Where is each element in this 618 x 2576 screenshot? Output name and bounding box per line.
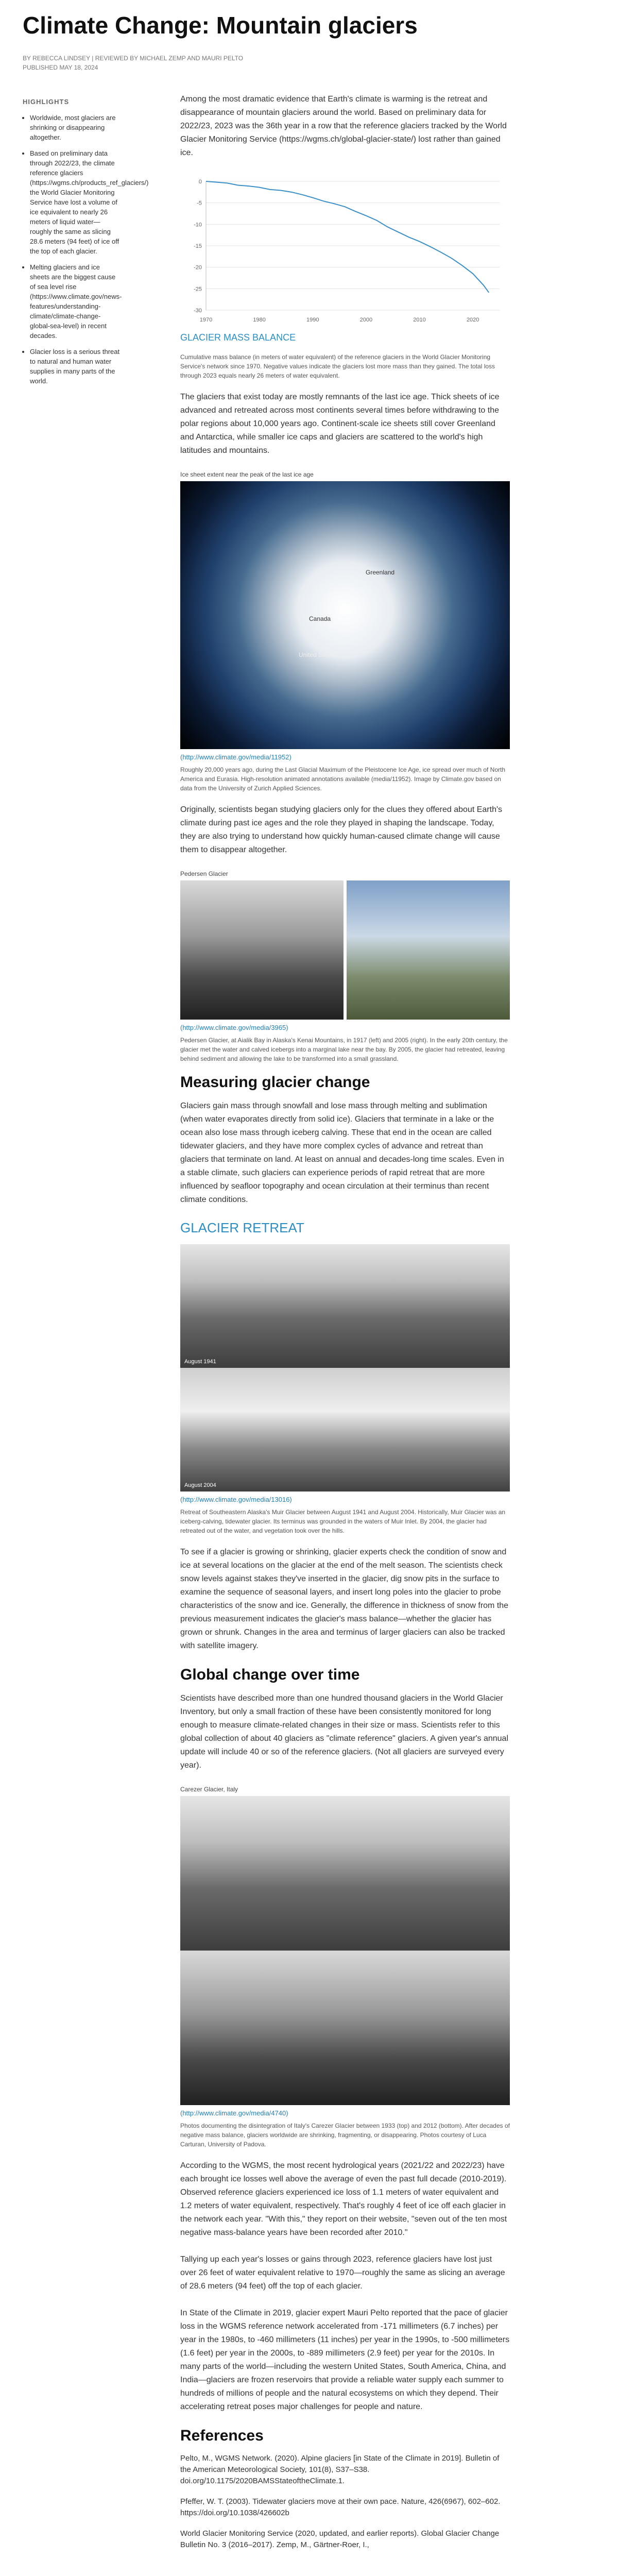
heading-global-change: Global change over time [180, 1666, 360, 1683]
x-tick-label: 1970 [199, 317, 213, 323]
y-tick-label: -5 [197, 200, 202, 207]
globe-caption: Roughly 20,000 years ago, during the Last Glacial Maximum of the Pleistocene Ice Age, ice spread over much of North America and Eurasia. High-resolution animated annotations available (media/11952). Image by Climate.gov based on data from the University of Zurich Applied Sciences. [180, 766, 506, 792]
pedersen-1917-image [180, 880, 344, 1020]
carezza-2012-image [180, 1951, 510, 2105]
x-tick-label: 1980 [253, 317, 266, 323]
heading-measuring: Measuring glacier change [180, 1074, 370, 1091]
paragraph-ice-age: The glaciers that exist today are mostly remnants of the last ice age. Thick sheets of ice advanced and retreated across most continents several times before withdrawing to the polar regions about 10,000 years ago. Continent-scale ice sheets still cover Greenland and Antarctica, while smaller ice caps and glaciers are scattered to the world's high latitudes and mountains. [180, 393, 500, 455]
references-list [180, 2453, 510, 2551]
x-tick-label: 1990 [306, 317, 319, 323]
highlight-item: • Based on preliminary data through 2022/23, the climate reference glaciers (https://wgms.ch/products_ref_glaciers/) the World Glacier Monitoring Service have lost a volume of ice equivalent to nearly 26 meters of liquid water—roughly the same as slicing 28.6 meters (94 feet) of ice off the top of each glacier. [30, 148, 121, 256]
series-line [206, 181, 489, 293]
y-tick-label: -20 [194, 264, 202, 271]
globe-title: Ice sheet extent near the peak of the last ice age [180, 471, 314, 478]
carezza-1933-image [180, 1796, 510, 1951]
highlight-item: • Melting glaciers and ice sheets are the biggest cause of sea level rise (https://www.climate.gov/news-features/understanding-climate/climate-change-global-sea-level) in recent decades. [30, 262, 121, 341]
carezza-title: Carezer Glacier, Italy [180, 1786, 238, 1793]
highlights-heading: HIGHLIGHTS [23, 98, 70, 106]
highlights-sidebar [23, 98, 149, 392]
x-tick-label: 2010 [413, 317, 426, 323]
muir-1941-image [180, 1244, 510, 1368]
y-tick-label: -15 [194, 243, 202, 249]
y-tick-label: -30 [194, 308, 202, 314]
x-tick-label: 2020 [466, 317, 479, 323]
intro-paragraph: Among the most dramatic evidence that Earth's climate is warming is the retreat and disappearance of mountain glaciers around the world. Based on preliminary data for 2022/23, 2023 was the 36th year in a row that the reference glaciers tracked by the World Glacier Monitoring Service (https://wgms.ch/global-glacier-state/) lost rather than gained ice. [180, 95, 507, 157]
byline [23, 54, 243, 72]
muir-label-2004: August 2004 [184, 1482, 216, 1488]
mass-balance-chart [180, 173, 510, 328]
heading-glacier-retreat: GLACIER RETREAT [180, 1220, 304, 1235]
reference-item: World Glacier Monitoring Service (2020, updated, and earlier reports). Global Glacier Change Bulletin No. 3 (2016–2017). Zemp, M., Gärtner-Roer, I., [180, 2529, 500, 2549]
muir-2004-image [180, 1368, 510, 1492]
y-tick-label: -10 [194, 222, 202, 228]
pedersen-image-pair [180, 880, 510, 1020]
globe-label-united-states: United States [299, 651, 336, 658]
paragraph-mass-balance: To see if a glacier is growing or shrinking, glacier experts check the condition of snow and ice at several locations on the glacier at the end of the melt season. The scientists check snow levels against stakes they've inserted in the glacier, dig snow pits in the surface to examine the sequence of seasonal layers, and insert long poles into the glacier to probe characteristics of the snow and ice. Generally, the difference in thickness of snow from the previous measurement indicates the glacier's mass balance—whether the glacier has grown or shrunk. Changes in the area and terminus of larger glaciers can also be tracked with satellite imagery. [180, 1548, 509, 1650]
paragraph-scientists: Originally, scientists began studying glaciers only for the clues they offered about Earth's climate during past ice ages and the role they played in shaping the landscape. Today, they are also trying to understand how quickly human-caused climate change will cause them to disappear altogether. [180, 805, 503, 854]
muir-media-link[interactable]: (http://www.climate.gov/media/13016) [180, 1496, 292, 1503]
reference-item: Pfeffer, W. T. (2003). Tidewater glaciers move at their own pace. Nature, 426(6967), 602–602. https://doi.org/10.1038/426602b [180, 2497, 501, 2517]
paragraph-reference-glaciers: Scientists have described more than one hundred thousand glaciers in the World Glacier Inventory, but only a small fraction of these have been consistently monitored for long enough to measure climate-related changes in their size or mass. Scientists refer to this global collection of about 40 glaciers as "climate reference" glaciers. A given year's annual update will include 40 or so of the reference glaciers. (Not all glaciers are surveyed every year). [180, 1694, 508, 1770]
page-title: Climate Change: Mountain glaciers [23, 12, 418, 39]
article-body [180, 93, 510, 2560]
pedersen-caption: Pedersen Glacier, at Aialik Bay in Alaska's Kenai Mountains, in 1917 (left) and 2005 (right). In the early 20th century, the glacier met the water and calved icebergs into a marginal lake near the bay. By 2005, the glacier had retreated, leaving behind sediment and allowing the lake to be transformed into a small grassland. [180, 1037, 508, 1062]
paragraph-measuring: Glaciers gain mass through snowfall and lose mass through melting and sublimation (when water evaporates directly from solid ice). Glaciers that terminate in a lake or the ocean also lose mass through iceberg calving. These that end in the ocean are called tidewater glaciers, and they have more complex cycles of advance and retreat than glaciers that terminate on land. At least on annual and decades-long time scales. Even in a stable climate, such glaciers can experience periods of rapid retreat that are more influenced by seafloor topography and ocean circulation at their terminus than recent climate conditions. [180, 1101, 504, 1204]
highlight-item: • Glacier loss is a serious threat to natural and human water supplies in many parts of the world. [30, 347, 121, 386]
carezza-media-link[interactable]: (http://www.climate.gov/media/4740) [180, 2109, 288, 2117]
muir-caption: Retreat of Southeastern Alaska's Muir Glacier between August 1941 and August 2004. Historically, Muir Glacier was an iceberg-calving, tidewater glacier. Its terminus was grounded in the waters of Muir Inlet. By 2004, the glacier had retreated out of the water, and vegetation took over the hills. [180, 1509, 506, 1534]
globe-label-canada: Canada [309, 615, 331, 622]
y-tick-label: 0 [198, 179, 202, 185]
highlight-item: • Worldwide, most glaciers are shrinking or disappearing altogether. [30, 113, 121, 142]
published-date: PUBLISHED MAY 18, 2024 [23, 64, 98, 71]
pedersen-media-link[interactable]: (http://www.climate.gov/media/3965) [180, 1024, 288, 1031]
y-tick-label: -25 [194, 286, 202, 293]
chart-svg [180, 173, 510, 328]
paragraph-tally: Tallying up each year's losses or gains through 2023, reference glaciers have lost just over 26 feet of water equivalent relative to 1970—roughly the same as slicing an average of 28.6 meters (94 feet) off the top of each glacier. [180, 2255, 505, 2291]
muir-label-1941: August 1941 [184, 1359, 216, 1365]
paragraph-pace: In State of the Climate in 2019, glacier expert Mauri Pelto reported that the pace of glacier loss in the WGMS reference network accelerated from -171 millimeters (6.7 inches) per year in the 1980s, to -460 millimeters (11 inches) per year in the 1990s, to -500 millimeters (1.6 feet) per year in the 2000s, to -889 millimeters (2.9 feet) per year for the 2010s. In many parts of the world—including the western United States, South America, China, and India—glaciers are frozen reservoirs that provide a reliable water supply each summer to hundreds of millions of people and the natural ecosystems on which they depend. Their accelerating retreat poses major challenges for people and nature. [180, 2309, 510, 2411]
chart-caption: Cumulative mass balance (in meters of water equivalent) of the reference glaciers in the World Glacier Monitoring Service's network since 1970. Negative values indicate the glaciers lost more mass than they gained. The total loss through 2023 equals nearly 26 meters of water equivalent. [180, 353, 495, 379]
reference-item: Pelto, M., WGMS Network. (2020). Alpine glaciers [in State of the Climate in 2019]. Bulletin of the American Meteorological Society, 101(8), S37–S38. doi.org/10.1175/2020BAMSStateoftheClimate.1. [180, 2454, 500, 2485]
x-tick-label: 2000 [359, 317, 373, 323]
ice-sheet-globe-image [180, 481, 510, 749]
heading-references: References [180, 2427, 264, 2444]
authors: BY REBECCA LINDSEY | REVIEWED BY MICHAEL ZEMP AND MAURI PELTO [23, 55, 244, 62]
pedersen-2005-image [347, 880, 510, 1020]
globe-label-greenland: Greenland [366, 569, 395, 576]
chart-heading: GLACIER MASS BALANCE [180, 332, 296, 343]
pedersen-title: Pedersen Glacier [180, 870, 228, 877]
carezza-caption: Photos documenting the disintegration of Italy's Carezer Glacier between 1933 (top) and 2012 (bottom). After decades of negative mass balance, glaciers worldwide are shrinking, fragmenting, or disappearing. Photos courtesy of Luca Carturan, University of Padova. [180, 2122, 510, 2148]
paragraph-wgms: According to the WGMS, the most recent hydrological years (2021/22 and 2022/23) have each brought ice losses well above the average of even the past full decade (2010-2019). Observed reference glaciers experienced ice loss of 1.1 meters of water equivalent and 1.2 meters of water equivalent, respectively. That's roughly 4 feet of ice off each glacier in the network each year. "With this," they report on their website, "seven out of the ten most negative mass-balance years have been recorded after 2010." [180, 2161, 507, 2237]
globe-media-link[interactable]: (http://www.climate.gov/media/11952) [180, 753, 291, 761]
